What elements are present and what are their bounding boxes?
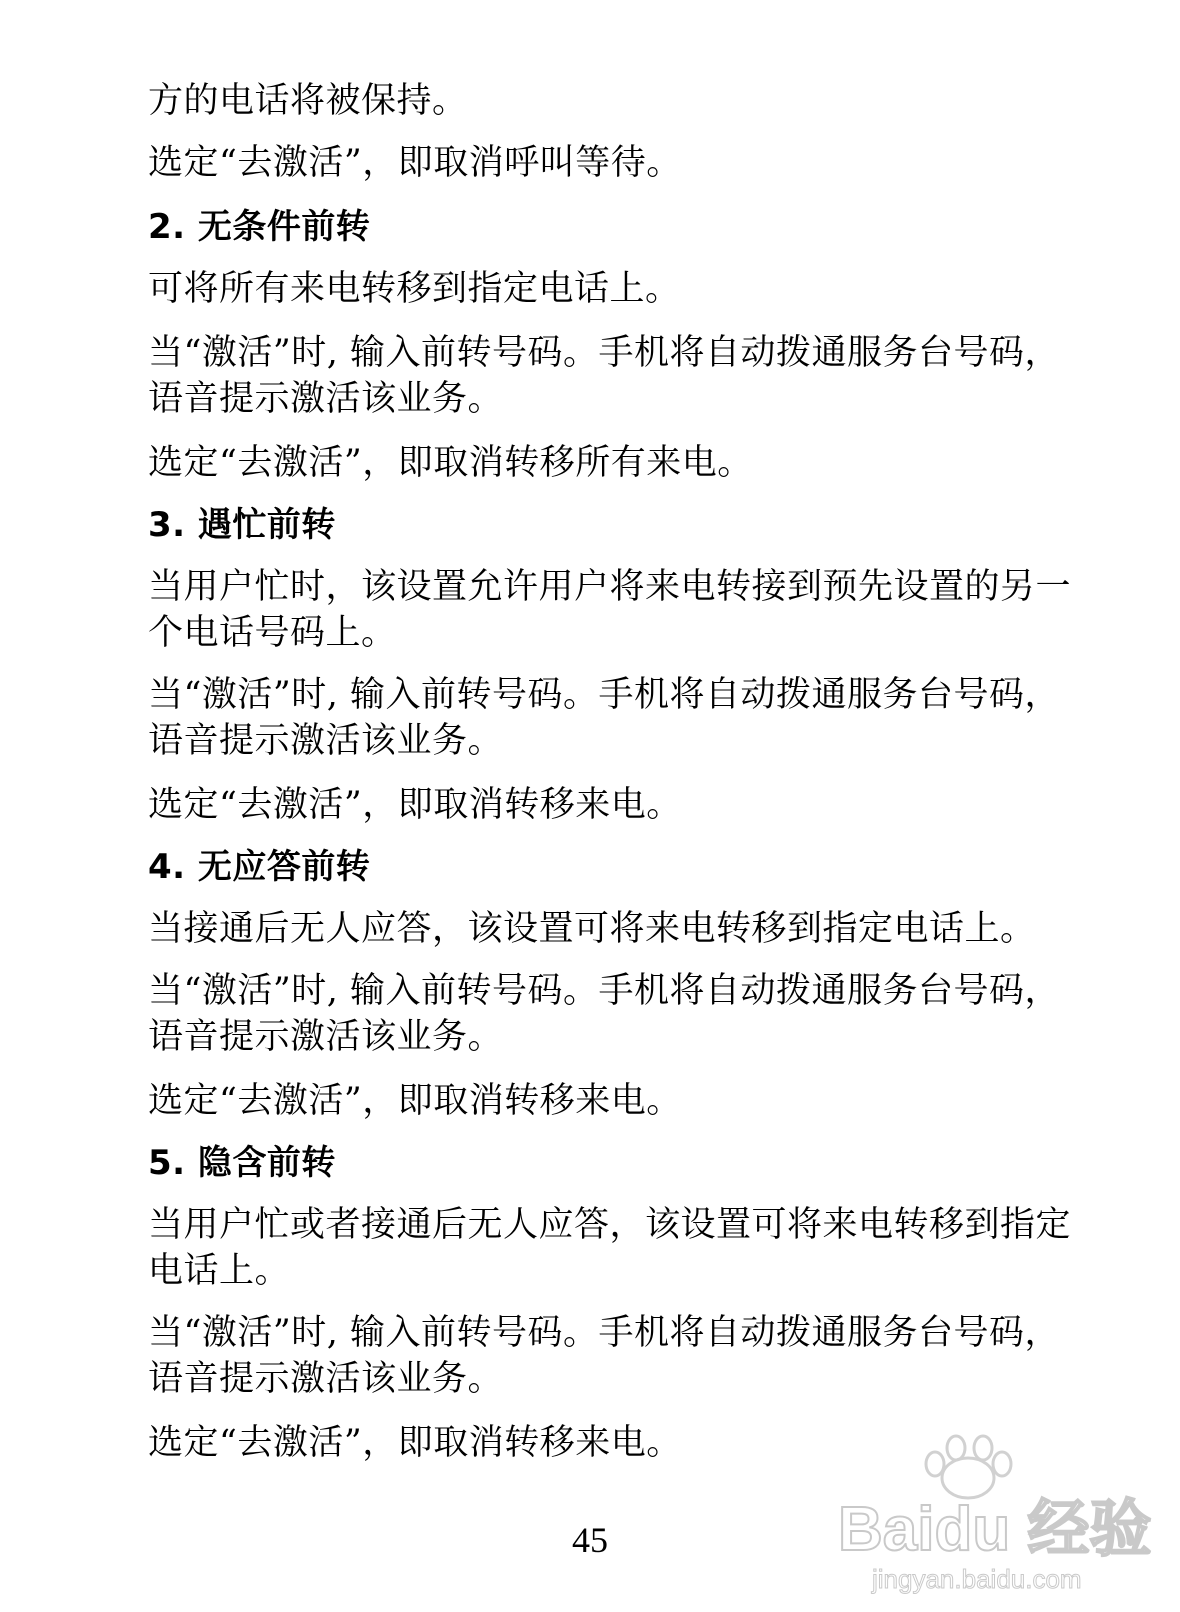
paragraph-line: 选定“去激活”，即取消转移来电。 bbox=[148, 785, 682, 825]
paragraph-line: 当用户忙或者接通后无人应答，该设置可将来电转移到指定 bbox=[148, 1205, 1072, 1245]
watermark-url-text: jingyan.baidu.com bbox=[872, 1564, 1082, 1594]
paragraph-line: 选定“去激活”，即取消转移所有来电。 bbox=[148, 443, 753, 483]
paragraph-line: 选定“去激活”，即取消转移来电。 bbox=[148, 1081, 682, 1121]
baidu-jingyan-watermark bbox=[838, 1430, 1158, 1600]
paragraph-line: 当“激活”时, 输入前转号码。手机将自动拨通服务台号码， bbox=[148, 675, 1061, 715]
paragraph-line: 当“激活”时, 输入前转号码。手机将自动拨通服务台号码， bbox=[148, 1313, 1061, 1353]
page-number: 45 bbox=[572, 1520, 608, 1560]
paragraph-line: 电话上。 bbox=[148, 1251, 291, 1291]
paw-icon bbox=[926, 1436, 1011, 1498]
paragraph-line: 可将所有来电转移到指定电话上。 bbox=[148, 269, 681, 309]
section-heading: 2. 无条件前转 bbox=[148, 207, 371, 247]
paragraph-line: 语音提示激活该业务。 bbox=[148, 721, 504, 761]
paragraph-line: 当接通后无人应答，该设置可将来电转移到指定电话上。 bbox=[148, 909, 1036, 949]
paragraph-line: 语音提示激活该业务。 bbox=[148, 379, 504, 419]
paragraph-line: 选定“去激活”，即取消转移来电。 bbox=[148, 1423, 682, 1463]
paragraph-line: 语音提示激活该业务。 bbox=[148, 1017, 504, 1057]
paragraph-line: 当用户忙时，该设置允许用户将来电转接到预先设置的另一 bbox=[148, 567, 1072, 607]
paragraph-line: 当“激活”时, 输入前转号码。手机将自动拨通服务台号码， bbox=[148, 971, 1061, 1011]
section-heading: 4. 无应答前转 bbox=[148, 847, 371, 887]
paragraph-line: 选定“去激活”，即取消呼叫等待。 bbox=[148, 143, 682, 183]
paragraph-line: 语音提示激活该业务。 bbox=[148, 1359, 504, 1399]
watermark-logo-text: Baidu 经验 bbox=[838, 1495, 1152, 1564]
section-heading: 5. 隐含前转 bbox=[148, 1143, 336, 1183]
paragraph-line: 方的电话将被保持。 bbox=[148, 81, 468, 121]
paragraph-line: 当“激活”时, 输入前转号码。手机将自动拨通服务台号码， bbox=[148, 333, 1061, 373]
paragraph-line: 个电话号码上。 bbox=[148, 613, 397, 653]
section-heading: 3. 遇忙前转 bbox=[148, 505, 336, 545]
